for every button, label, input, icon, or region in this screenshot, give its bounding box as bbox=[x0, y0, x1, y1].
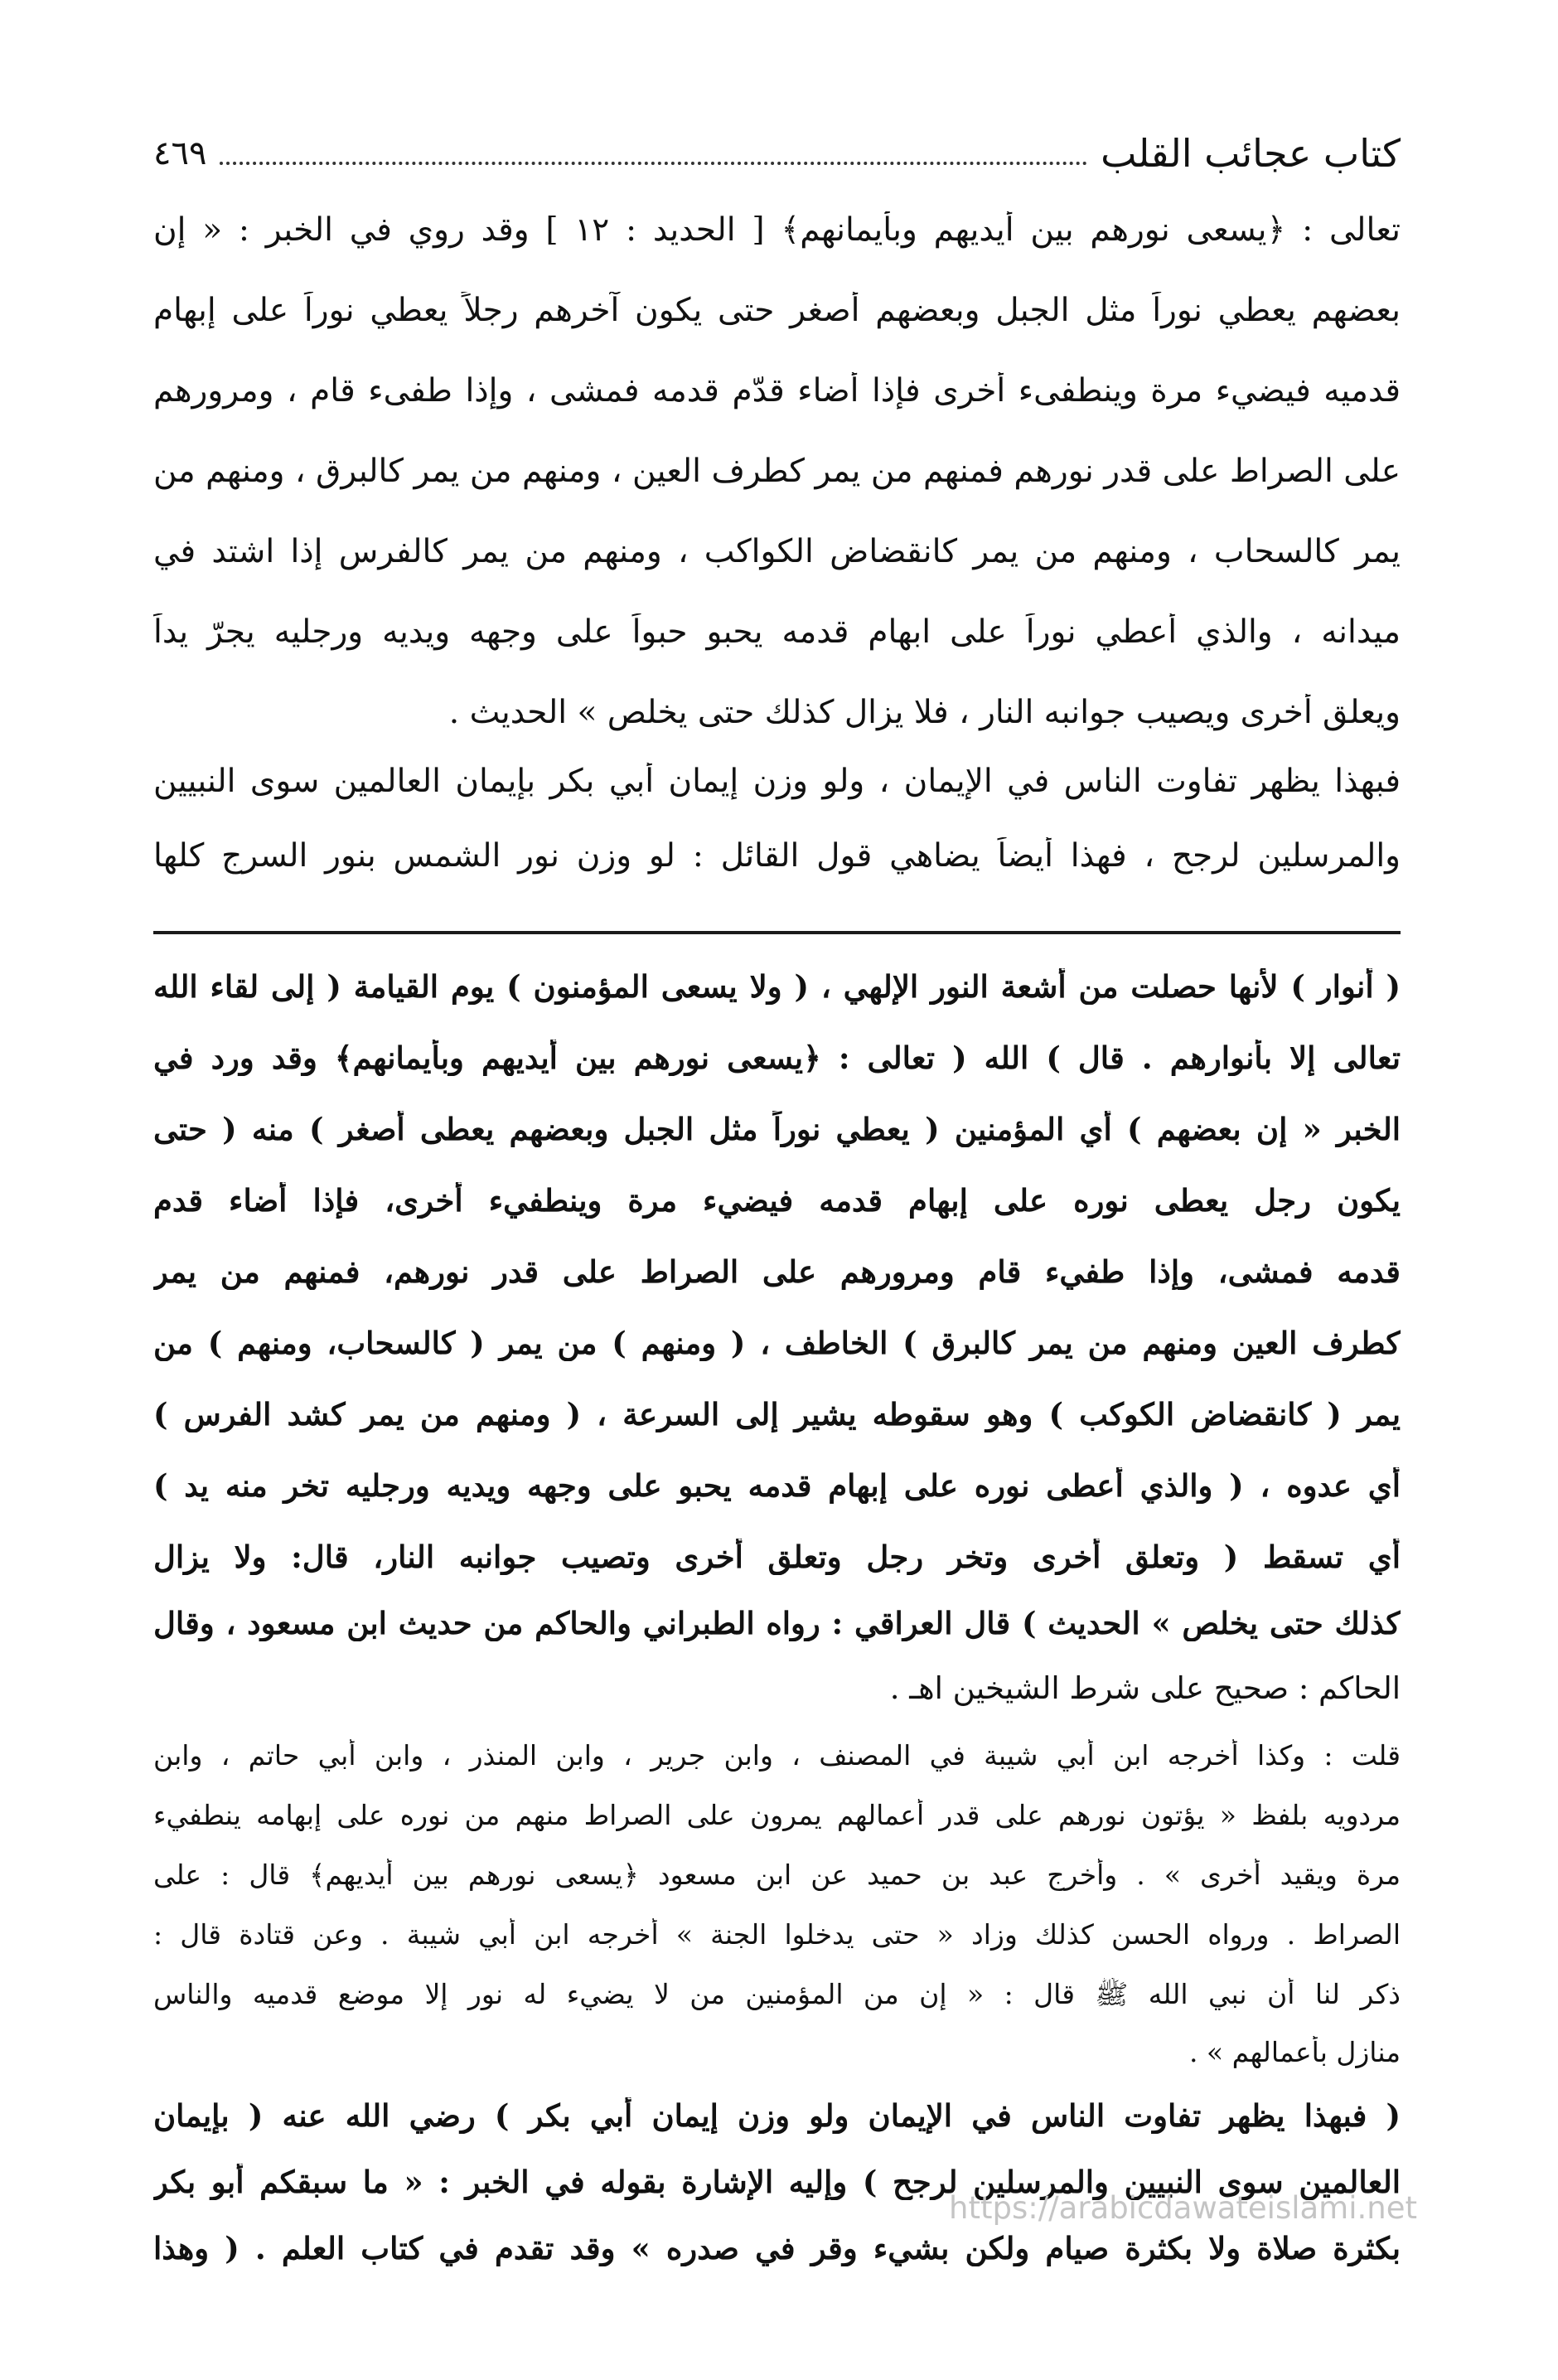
main-line: ويعلق أخرى ويصيب جوانبه النار ، فلا يزال كذلك حتى يخلص » الحديث . bbox=[448, 694, 1401, 731]
main-line: ميدانه ، والذي أعطي نوراً على ابهام قدمه يحبو حبواً على وجهه ويديه ورجليه يجرّ يداً bbox=[153, 613, 1401, 651]
main-line: والمرسلين لرجح ، فهذا أيضاً يضاهي قول القائل : لو وزن نور الشمس بنور السرج كلها bbox=[153, 837, 1401, 875]
note-line: مرة ويقيد أخرى » . وأخرج عبد بن حميد عن ابن مسعود ﴿يسعى نورهم بين أيديهم﴾ قال : على bbox=[153, 1859, 1401, 1891]
page-header bbox=[153, 124, 1401, 182]
leader-dots bbox=[220, 158, 1087, 165]
note-line: مردويه بلفظ « يؤتون نورهم على قدر أعمالهم يمرون على الصراط منهم من نوره على إبهامه ينطفيء bbox=[153, 1799, 1401, 1831]
commentary-line: قدمه فمشى، وإذا طفيء قام ومرورهم على الصراط على قدر نورهم، فمنهم من يمر bbox=[153, 1253, 1401, 1290]
note-line: منازل بأعمالهم » . bbox=[1188, 2036, 1401, 2068]
commentary-line: يكون رجل يعطى نوره على إبهام قدمه فيضيء مرة وينطفيء أخرى، فإذا أضاء قدم bbox=[153, 1182, 1401, 1219]
watermark-url: https://arabicdawateislami.net bbox=[949, 2190, 1417, 2226]
commentary-line: يمر ( كانقضاض الكوكب ) وهو سقوطه يشير إلى السرعة ، ( ومنهم من يمر كشد الفرس ) bbox=[153, 1396, 1401, 1432]
main-line: على الصراط على قدر نورهم فمنهم من يمر كطرف العين ، ومنهم من يمر كالبرق ، ومنهم من bbox=[153, 453, 1401, 490]
main-line: تعالى : ﴿يسعى نورهم بين أيديهم وبأيمانهم﴾ [ الحديد : ١٢ ] وقد روي في الخبر : « إن bbox=[153, 211, 1401, 249]
note-line: قلت : وكذا أخرجه ابن أبي شيبة في المصنف ، وابن جرير ، وابن المنذر ، وابن أبي حاتم ، وابن bbox=[153, 1739, 1401, 1772]
main-line: قدميه فيضيء مرة وينطفىء أخرى فإذا أضاء قدّم قدمه فمشى ، وإذا طفىء قام ، ومرورهم bbox=[153, 372, 1401, 410]
commentary-line: العالمين سوى النبيين والمرسلين لرجح ) وإليه الإشارة بقوله في الخبر : « ما سبقكم أبو بكر bbox=[153, 2164, 1401, 2200]
commentary-line: كطرف العين ومنهم من يمر كالبرق ) الخاطف ، ( ومنهم ) من يمر ( كالسحاب، ومنهم ) من bbox=[153, 1325, 1401, 1361]
commentary-line: بكثرة صلاة ولا بكثرة صيام ولكن بشيء وقر في صدره » وقد تقدم في كتاب العلم . ( وهذا bbox=[153, 2230, 1401, 2266]
commentary-line: الحاكم : صحيح على شرط الشيخين اهـ . bbox=[889, 1670, 1401, 1706]
commentary-line: كذلك حتى يخلص » الحديث ) قال العراقي : رواه الطبراني والحاكم من حديث ابن مسعود ، وقال bbox=[153, 1605, 1401, 1641]
commentary-line: تعالى إلا بأنوارهم . قال ) الله ( تعالى : ﴿يسعى نورهم بين أيديهم وبأيمانهم﴾ وقد ورد في bbox=[153, 1040, 1401, 1076]
note-line: الصراط . ورواه الحسن كذلك وزاد « حتى يدخلوا الجنة » أخرجه ابن أبي شيبة . وعن قتادة قال : bbox=[153, 1918, 1401, 1951]
main-line: يمر كالسحاب ، ومنهم من يمر كانقضاض الكواكب ، ومنهم من يمر كالفرس إذا اشتد في bbox=[153, 533, 1401, 570]
note-line: ذكر لنا أن نبي الله ﷺ قال : « إن من المؤمنين من لا يضيء له نور إلا موضع قدميه والناس bbox=[153, 1978, 1401, 2010]
running-title: كتاب عجائب القلب bbox=[1101, 131, 1401, 176]
commentary-line: ( أنوار ) لأنها حصلت من أشعة النور الإلهي ، ( ولا يسعى المؤمنون ) يوم القيامة ( إلى لقاء الله bbox=[153, 968, 1401, 1005]
commentary-line: الخبر « إن بعضهم ) أي المؤمنين ( يعطي نوراً مثل الجبل وبعضهم يعطى أصغر ) منه ( حتى bbox=[153, 1111, 1401, 1147]
commentary-line: ( فبهذا يظهر تفاوت الناس في الإيمان ولو وزن إيمان أبي بكر ) رضي الله عنه ( بإيمان bbox=[153, 2097, 1401, 2134]
commentary-line: أي عدوه ، ( والذي أعطى نوره على إبهام قدمه يحبو على وجهه ويديه ورجليه تخر منه يد ) bbox=[153, 1467, 1401, 1504]
page-number: ٤٦٩ bbox=[153, 134, 207, 172]
main-line: فبهذا يظهر تفاوت الناس في الإيمان ، ولو وزن إيمان أبي بكر بإيمان العالمين سوى النبيين bbox=[153, 763, 1401, 800]
main-line: بعضهم يعطي نوراً مثل الجبل وبعضهم أصغر حتى يكون آخرهم رجلاً يعطي نوراً على إبهام bbox=[153, 292, 1401, 329]
section-divider bbox=[153, 931, 1401, 934]
commentary-line: أي تسقط ( وتعلق أخرى وتخر رجل وتعلق أخرى وتصيب جوانبه النار، قال: ولا يزال bbox=[153, 1539, 1401, 1575]
